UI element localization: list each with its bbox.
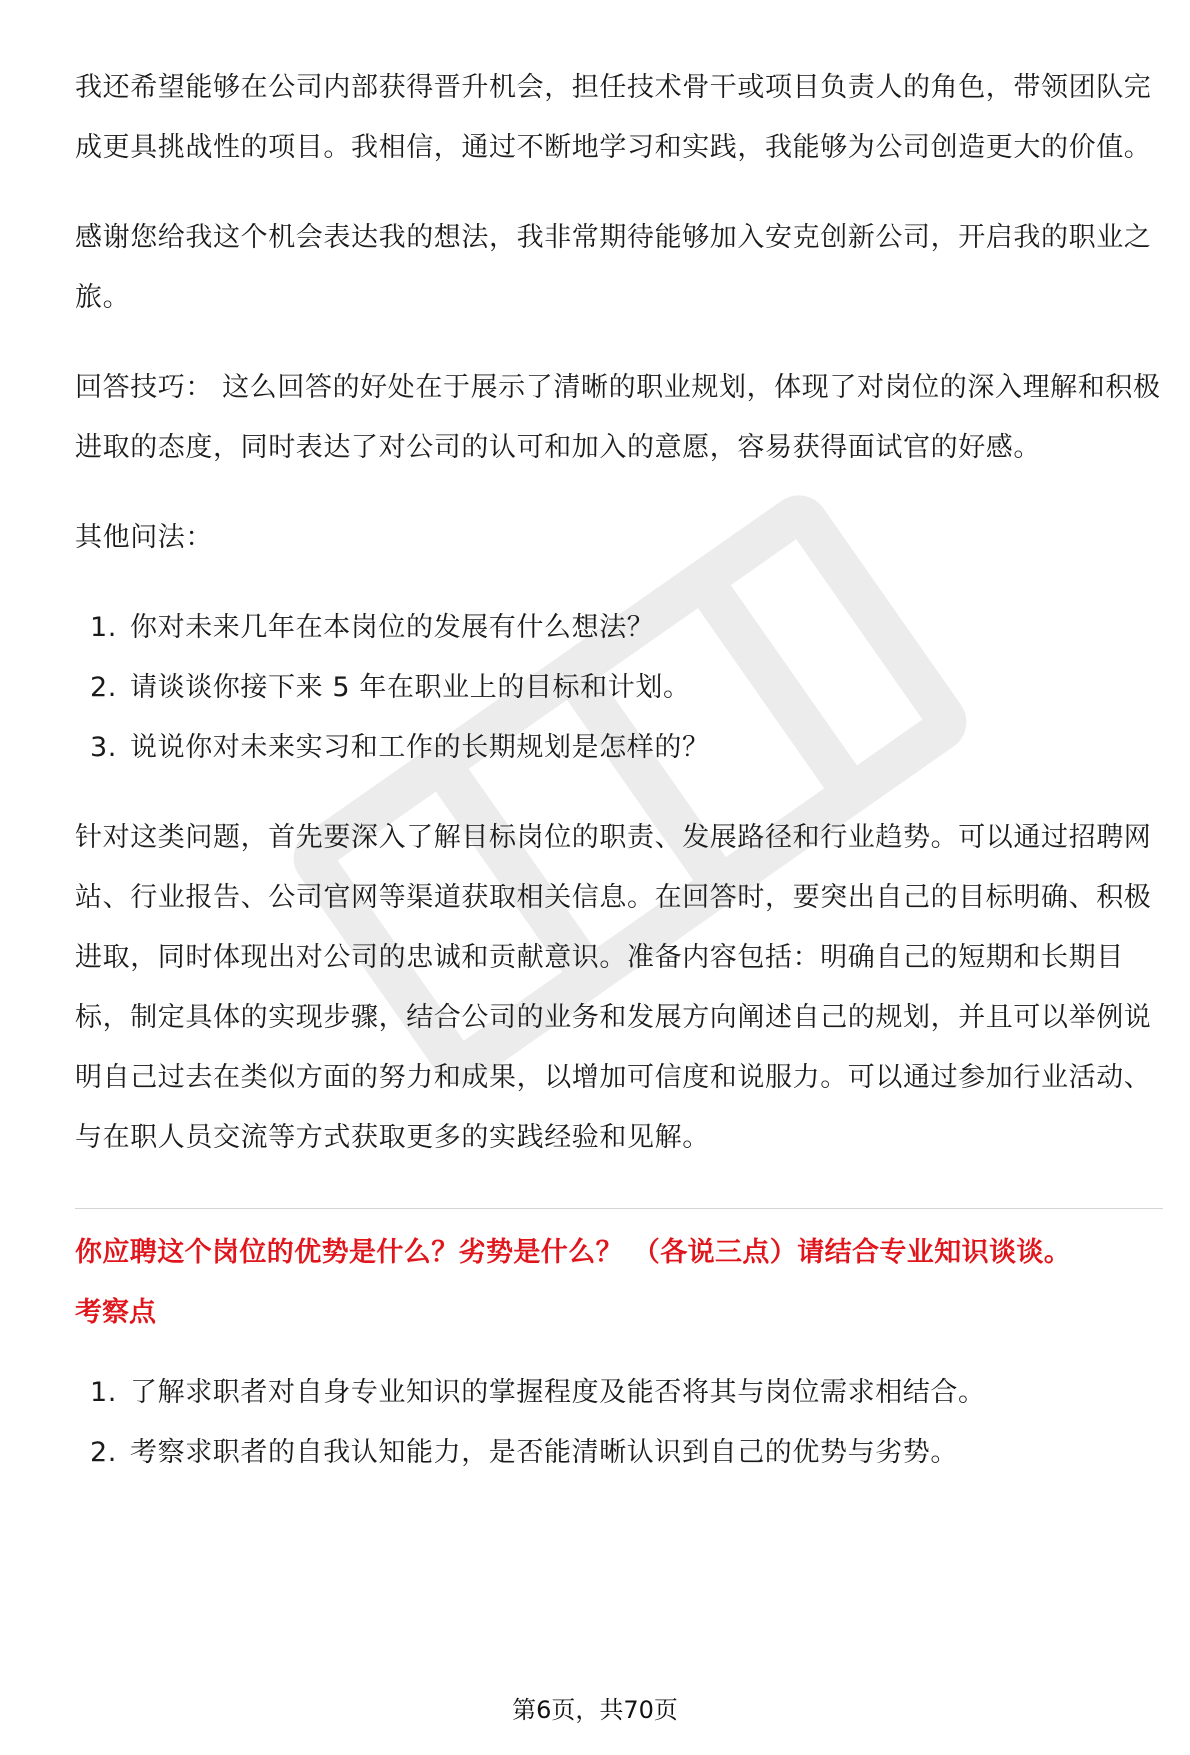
- list-item-number: 1.: [90, 612, 117, 643]
- paragraph-advice: 针对这类问题，首先要深入了解目标岗位的职责、发展路径和行业趋势。可以通过招聘网站、行业报告、公司官网等渠道获取相关信息。在回答时，要突出自己的目标明确、积极进取，同时体现出对公司的忠诚和贡献意识。准备内容包括：明确自己的短期和长期目标，制定具体的实现步骤，结合公司的业务和发展方向阐述自己的规划，并且可以举例说明自己过去在类似方面的努力和成果，以增加可信度和说服力。可以通过参加行业活动、与在职人员交流等方式获取更多的实践经验和见解。: [75, 822, 1152, 1153]
- page-number-footer: 第6页，共70页: [512, 1696, 678, 1724]
- list-item-text: 请谈谈你接下来 5 年在职业上的目标和计划。: [130, 672, 691, 703]
- list-item-text: 了解求职者对自身专业知识的掌握程度及能否将其与岗位需求相结合。: [130, 1377, 986, 1408]
- list-item: [75, 1363, 1163, 1423]
- list-item: [75, 658, 1163, 718]
- list-item-number: 2.: [90, 1437, 117, 1468]
- section-divider: [75, 1208, 1163, 1209]
- list-item-number: 2.: [90, 672, 117, 703]
- list-item-number: 3.: [90, 732, 117, 763]
- list-item: [75, 1423, 1163, 1483]
- page-content: [75, 58, 1163, 1513]
- paragraph-answer-tip: 回答技巧： 这么回答的好处在于展示了清晰的职业规划，体现了对岗位的深入理解和积极进取的态度，同时表达了对公司的认可和加入的意愿，容易获得面试官的好感。: [75, 372, 1161, 463]
- question-heading: 你应聘这个岗位的优势是什么？劣势是什么？ （各说三点）请结合专业知识谈谈。: [75, 1237, 1072, 1268]
- list-item-text: 你对未来几年在本岗位的发展有什么想法？: [130, 612, 655, 643]
- list-item: [75, 718, 1163, 778]
- list-item: [75, 598, 1163, 658]
- list-item-text: 说说你对未来实习和工作的长期规划是怎样的？: [130, 732, 710, 763]
- paragraph-other-questions-label: 其他问法：: [75, 522, 213, 553]
- assessment-points-heading: 考察点: [75, 1297, 156, 1328]
- paragraph-promotion: 我还希望能够在公司内部获得晋升机会，担任技术骨干或项目负责人的角色，带领团队完成更具挑战性的项目。我相信，通过不断地学习和实践，我能够为公司创造更大的价值。: [75, 72, 1152, 163]
- list-item-number: 1.: [90, 1377, 117, 1408]
- paragraph-thanks: 感谢您给我这个机会表达我的想法，我非常期待能够加入安克创新公司，开启我的职业之旅。: [75, 222, 1152, 313]
- other-questions-list: [75, 598, 1163, 778]
- list-item-text: 考察求职者的自我认知能力，是否能清晰认识到自己的优势与劣势。: [130, 1437, 958, 1468]
- assessment-points-list: [75, 1363, 1163, 1483]
